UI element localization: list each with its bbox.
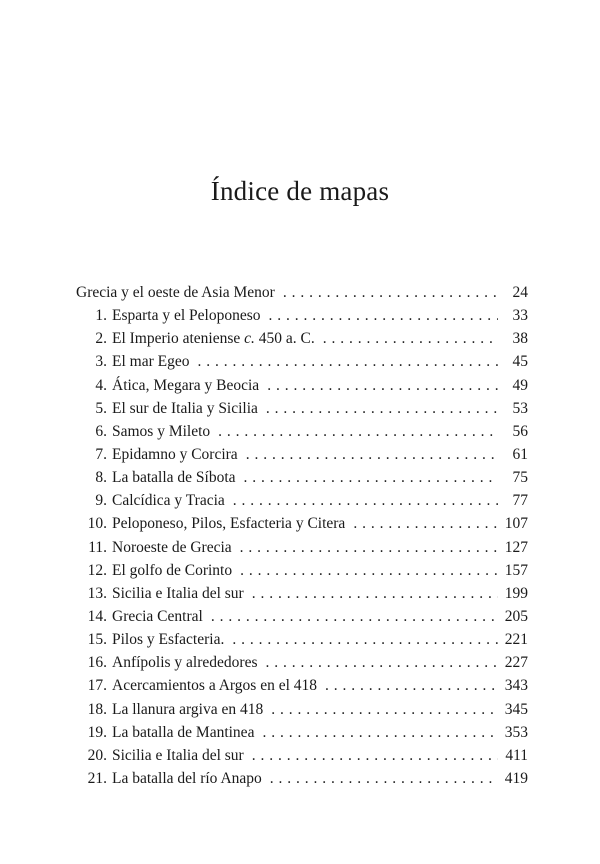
entry-number: 9. (95, 492, 107, 510)
entry-number: 20. (87, 746, 107, 764)
entry-page: 38 (512, 330, 528, 348)
entry-number: 6. (95, 422, 107, 440)
dot-leader (266, 397, 498, 420)
dot-leader (218, 420, 498, 443)
entry-page: 345 (504, 700, 528, 718)
dot-leader (325, 674, 498, 697)
entry-number: 8. (95, 469, 107, 487)
entry-page: 157 (504, 561, 528, 579)
entry-number: 15. (87, 631, 107, 649)
dot-leader (232, 628, 498, 651)
dot-leader (240, 536, 498, 559)
page-title: Índice de mapas (210, 176, 390, 206)
entry-number: 18. (87, 700, 107, 718)
dot-leader (266, 651, 499, 674)
entry-number: 12. (87, 561, 107, 579)
entry-label: La batalla del río Anapo (112, 769, 262, 787)
entry-page: 343 (504, 677, 528, 695)
toc-entry (76, 698, 528, 721)
toc-entry (76, 628, 528, 651)
dot-leader (353, 512, 498, 535)
entry-label: La batalla de Síbota (112, 469, 236, 487)
toc-entry (76, 350, 528, 373)
entry-page: 107 (504, 515, 528, 533)
entry-label: Ática, Megara y Beocia (112, 376, 260, 394)
dot-leader (197, 350, 498, 373)
entry-label: Acercamientos a Argos en el 418 (112, 677, 318, 695)
toc-entry (76, 304, 528, 327)
toc-entry (76, 397, 528, 420)
entry-page: 45 (512, 353, 528, 371)
entry-label: El golfo de Corinto (112, 561, 233, 579)
toc-entry (76, 443, 528, 466)
toc-entry (76, 744, 528, 767)
dot-leader (211, 605, 498, 628)
dot-leader (244, 466, 498, 489)
entry-label: Grecia y el oeste de Asia Menor (76, 284, 275, 301)
toc-entry (76, 489, 528, 512)
entry-label: Sicilia e Italia del sur (112, 746, 244, 764)
entry-page: 127 (504, 538, 528, 556)
entry-number: 16. (87, 654, 107, 672)
entry-page: 227 (504, 654, 528, 672)
toc-entry (76, 767, 528, 790)
dot-leader (283, 281, 498, 304)
toc-entry (76, 281, 528, 304)
entry-page: 77 (512, 492, 528, 510)
entry-page: 205 (504, 607, 528, 625)
toc-entry (76, 374, 528, 397)
dot-leader (252, 582, 498, 605)
entry-label: El sur de Italia y Sicilia (112, 399, 258, 417)
entry-page: 199 (504, 584, 528, 602)
dot-leader (262, 721, 498, 744)
toc-entry (76, 674, 528, 697)
entry-page: 61 (512, 445, 528, 463)
toc-entry (76, 582, 528, 605)
entry-number: 11. (88, 538, 107, 556)
entry-label: El Imperio ateniense c. 450 a. C. (112, 330, 315, 348)
toc-entry (76, 420, 528, 443)
toc-entry (76, 466, 528, 489)
entry-number: 3. (95, 353, 107, 371)
toc-entry (76, 536, 528, 559)
dot-leader (270, 767, 498, 790)
dot-leader (246, 443, 498, 466)
entry-number: 4. (95, 376, 107, 394)
entry-label: Pilos y Esfacteria. (112, 631, 225, 649)
dot-leader (233, 489, 498, 512)
dot-leader (323, 327, 498, 350)
entry-number: 17. (87, 677, 107, 695)
entry-number: 19. (87, 723, 107, 741)
entry-number: 14. (87, 607, 107, 625)
entry-page: 56 (512, 422, 528, 440)
entry-label: Noroeste de Grecia (112, 538, 232, 556)
dot-leader (240, 559, 498, 582)
entry-page: 49 (512, 376, 528, 394)
entry-label: Calcídica y Tracia (112, 492, 225, 510)
entry-label: Epidamno y Corcira (112, 445, 238, 463)
toc-entry (76, 721, 528, 744)
toc-entry (76, 605, 528, 628)
entry-number: 7. (95, 445, 107, 463)
entry-label: Peloponeso, Pilos, Esfacteria y Citera (112, 515, 346, 533)
entry-label: Samos y Mileto (112, 422, 211, 440)
entry-number: 13. (87, 584, 107, 602)
entry-number: 1. (95, 307, 107, 325)
dot-leader (271, 698, 498, 721)
toc-entry (76, 327, 528, 350)
entry-page: 53 (512, 399, 528, 417)
toc-entry (76, 651, 528, 674)
entry-number: 5. (95, 399, 107, 417)
dot-leader (269, 304, 498, 327)
map-index-list (76, 281, 528, 790)
toc-entry (76, 512, 528, 535)
entry-number: 21. (87, 769, 107, 787)
entry-label: El mar Egeo (112, 353, 190, 371)
entry-label: Esparta y el Peloponeso (112, 307, 261, 325)
entry-label: Grecia Central (112, 607, 203, 625)
entry-number: 10. (87, 515, 107, 533)
entry-label: La batalla de Mantinea (112, 723, 255, 741)
entry-label: La llanura argiva en 418 (112, 700, 264, 718)
entry-page: 33 (512, 307, 528, 325)
dot-leader (252, 744, 498, 767)
entry-page: 353 (504, 723, 528, 741)
toc-entry (76, 559, 528, 582)
entry-label: Sicilia e Italia del sur (112, 584, 244, 602)
entry-page: 419 (504, 769, 528, 787)
entry-number: 2. (95, 330, 107, 348)
entry-page: 221 (504, 631, 528, 649)
entry-label: Anfípolis y alrededores (112, 654, 258, 672)
entry-page: 411 (505, 746, 528, 764)
dot-leader (267, 374, 498, 397)
entry-page: 75 (512, 469, 528, 487)
entry-page: 24 (512, 284, 528, 301)
